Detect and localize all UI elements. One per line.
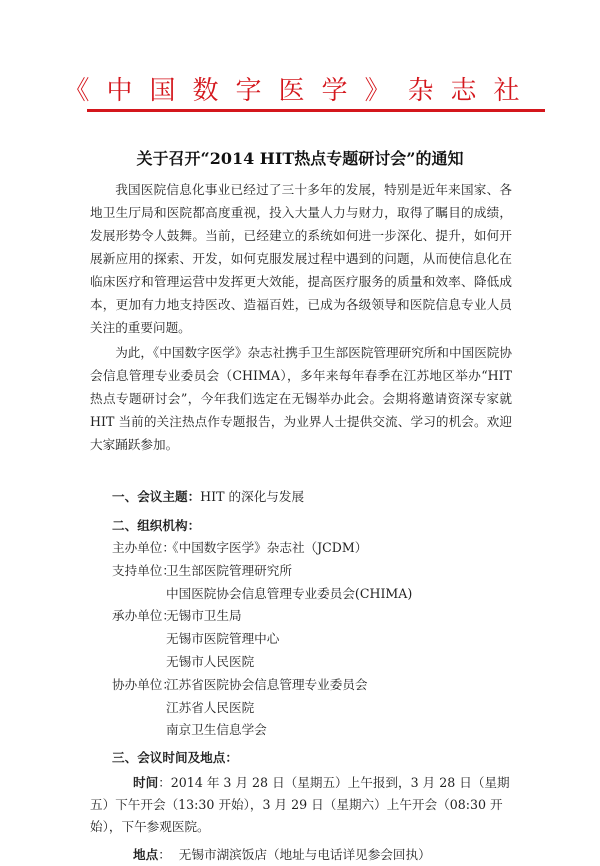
place-value: ： 无锡市湖滨饭店（地址与电话详见参会回执）: [158, 847, 431, 863]
section-heading: 二、组织机构：: [112, 518, 201, 533]
place-label: 地点: [133, 847, 159, 863]
section-organization: [90, 514, 512, 537]
organization-row: [90, 583, 512, 606]
section-heading: 一、会议主题：: [112, 489, 201, 504]
organization-row: [90, 674, 512, 697]
organization-name: 中国医院协会信息管理专业委员会(CHIMA): [166, 585, 413, 601]
paragraph: 我国医院信息化事业已经过了三十多年的发展，特别是近年来国家、各地卫生厅局和医院都高度重视，投入大量人力与财力，取得了瞩目的成绩，发展形势令人鼓舞。当前，已经建立的系统如何进一步深化、提升，如何开展新应用的探索、开发，如何克服发展过程中遇到的问题，从而使信息化在临床医疗和管理运营中发挥更大效能，提高医疗服务的质量和效率、降低成本，更加有力地支持医改、造福百姓，已成为各级领导和医院信息专业人员关注的重要问题。: [90, 182, 512, 335]
organization-row: [90, 697, 512, 720]
organization-row: [90, 651, 512, 674]
section-theme: [90, 485, 512, 508]
theme-value: HIT 的深化与发展: [200, 489, 305, 504]
paragraph: 为此，《中国数字医学》杂志社携手卫生部医院管理研究所和中国医院协会信息管理专业委员会（CHIMA），多年来每年春季在江苏地区举办“HIT 热点专题研讨会”，今年我们选定在无锡举办此会。会期将邀请资深专家就 HIT 当前的关注热点作专题报告，为业界人士提供交流、学习的机会。欢迎大家踊跃参加。: [90, 345, 512, 452]
document-title: 关于召开“2014 HIT热点专题研讨会”的通知: [136, 149, 464, 168]
organization-row: [90, 628, 512, 651]
section-heading: 三、会议时间及地点：: [112, 750, 238, 766]
time-label: 时间: [133, 775, 159, 791]
organization-name: 卫生部医院管理研究所: [166, 562, 292, 578]
organization-name: 南京卫生信息学会: [166, 722, 267, 738]
organization-name: 《中国数字医学》杂志社（JCDM）: [166, 540, 368, 555]
organization-name: 无锡市医院管理中心: [166, 631, 280, 647]
organization-name: 江苏省人民医院: [166, 699, 255, 715]
organization-list: [90, 537, 512, 742]
time-value: ：2014 年 3 月 28 日（星期五）上午报到，3 月 28 日（星期五）下午开会（13:30 开始），3 月 29 日（星期六）上午开会（08:30 开始），下午参观医院。: [90, 775, 510, 835]
document-body: [90, 178, 512, 866]
organization-role-label: 协办单位：: [112, 676, 175, 692]
organization-role-label: 支持单位：: [112, 562, 175, 578]
organization-row: [90, 719, 512, 742]
organization-name: 无锡市人民医院: [166, 653, 255, 669]
masthead-logo: 《中国数字医学》杂志社: [63, 76, 537, 106]
organization-row: [90, 537, 512, 560]
organization-row: [90, 560, 512, 583]
place-detail: [90, 844, 512, 866]
organization-role-label: 承办单位：: [112, 608, 175, 624]
organization-name: 无锡市卫生局: [166, 608, 242, 624]
organization-row: [90, 605, 512, 628]
section-time-place: [90, 746, 512, 769]
header-divider: [87, 109, 545, 112]
organization-role-label: 主办单位：: [112, 540, 175, 555]
organization-name: 江苏省医院协会信息管理专业委员会: [166, 676, 368, 692]
time-detail: [90, 772, 512, 838]
